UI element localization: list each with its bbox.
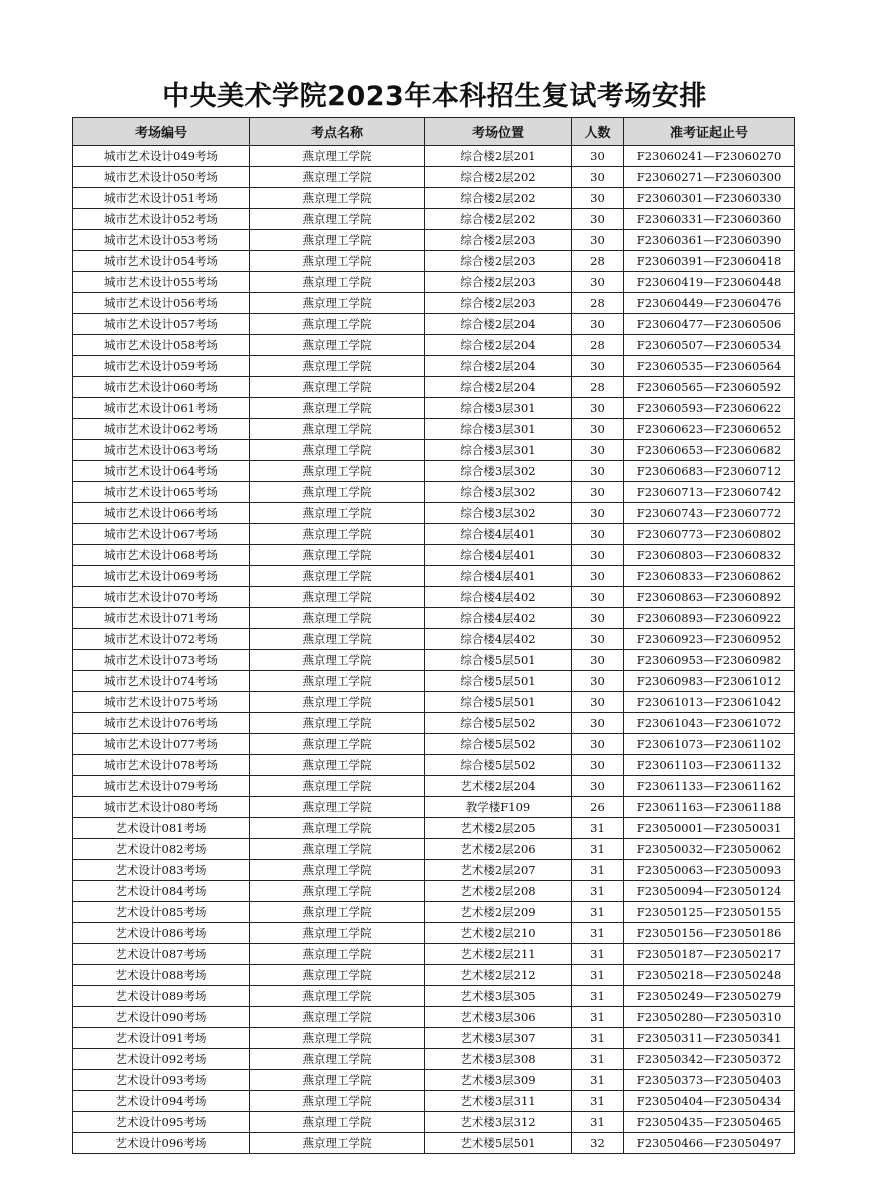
table-row [73,377,795,398]
site-name-cell: 燕京理工学院 [250,461,425,482]
count-cell: 31 [572,1007,624,1028]
room-location-cell: 综合楼2层204 [425,314,572,335]
count-cell: 31 [572,839,624,860]
ticket-range-cell: F23060241—F23060270 [624,146,795,167]
room-location-cell: 综合楼2层204 [425,377,572,398]
count-cell: 31 [572,1112,624,1133]
ticket-range-cell: F23060535—F23060564 [624,356,795,377]
count-cell: 31 [572,818,624,839]
room-location-cell: 艺术楼3层307 [425,1028,572,1049]
count-cell: 30 [572,566,624,587]
room-location-cell: 艺术楼2层211 [425,944,572,965]
room-number-cell: 艺术设计096考场 [73,1133,250,1154]
room-location-cell: 综合楼3层301 [425,419,572,440]
room-location-cell: 艺术楼2层212 [425,965,572,986]
room-location-cell: 艺术楼5层501 [425,1133,572,1154]
table-row [73,671,795,692]
count-cell: 30 [572,482,624,503]
room-location-cell: 艺术楼3层309 [425,1070,572,1091]
site-name-cell: 燕京理工学院 [250,503,425,524]
site-name-cell: 燕京理工学院 [250,356,425,377]
count-cell: 31 [572,860,624,881]
site-name-cell: 燕京理工学院 [250,923,425,944]
count-cell: 30 [572,503,624,524]
count-cell: 30 [572,587,624,608]
ticket-range-cell: F23060477—F23060506 [624,314,795,335]
ticket-range-cell: F23060653—F23060682 [624,440,795,461]
room-location-cell: 综合楼3层301 [425,440,572,461]
ticket-range-cell: F23050094—F23050124 [624,881,795,902]
table-row [73,902,795,923]
table-row [73,566,795,587]
ticket-range-cell: F23060923—F23060952 [624,629,795,650]
ticket-range-cell: F23060565—F23060592 [624,377,795,398]
table-row [73,335,795,356]
room-location-cell: 艺术楼2层208 [425,881,572,902]
ticket-range-cell: F23050435—F23050465 [624,1112,795,1133]
ticket-range-cell: F23050342—F23050372 [624,1049,795,1070]
room-location-cell: 综合楼2层204 [425,335,572,356]
site-name-cell: 燕京理工学院 [250,986,425,1007]
room-location-cell: 艺术楼3层305 [425,986,572,1007]
room-number-cell: 艺术设计093考场 [73,1070,250,1091]
site-name-cell: 燕京理工学院 [250,692,425,713]
room-location-cell: 综合楼2层202 [425,167,572,188]
ticket-range-cell: F23060953—F23060982 [624,650,795,671]
room-number-cell: 城市艺术设计074考场 [73,671,250,692]
count-cell: 30 [572,545,624,566]
header-site-name: 考点名称 [250,118,425,146]
room-number-cell: 城市艺术设计057考场 [73,314,250,335]
site-name-cell: 燕京理工学院 [250,839,425,860]
room-location-cell: 综合楼2层203 [425,230,572,251]
room-location-cell: 艺术楼3层308 [425,1049,572,1070]
count-cell: 32 [572,1133,624,1154]
table-row [73,146,795,167]
room-number-cell: 城市艺术设计049考场 [73,146,250,167]
room-location-cell: 综合楼5层502 [425,734,572,755]
count-cell: 30 [572,608,624,629]
ticket-range-cell: F23060773—F23060802 [624,524,795,545]
site-name-cell: 燕京理工学院 [250,377,425,398]
ticket-range-cell: F23060271—F23060300 [624,167,795,188]
site-name-cell: 燕京理工学院 [250,440,425,461]
site-name-cell: 燕京理工学院 [250,587,425,608]
table-row [73,251,795,272]
ticket-range-cell: F23060863—F23060892 [624,587,795,608]
table-row [73,293,795,314]
room-number-cell: 城市艺术设计064考场 [73,461,250,482]
count-cell: 31 [572,1070,624,1091]
ticket-range-cell: F23060623—F23060652 [624,419,795,440]
room-number-cell: 城市艺术设计079考场 [73,776,250,797]
table-row [73,356,795,377]
site-name-cell: 燕京理工学院 [250,566,425,587]
room-location-cell: 艺术楼2层205 [425,818,572,839]
table-row [73,524,795,545]
room-number-cell: 城市艺术设计065考场 [73,482,250,503]
header-ticket-range: 准考证起止号 [624,118,795,146]
room-location-cell: 综合楼3层301 [425,398,572,419]
room-location-cell: 艺术楼3层312 [425,1112,572,1133]
room-number-cell: 城市艺术设计080考场 [73,797,250,818]
table-row [73,818,795,839]
site-name-cell: 燕京理工学院 [250,251,425,272]
table-row [73,965,795,986]
table-row [73,713,795,734]
table-row [73,482,795,503]
ticket-range-cell: F23050249—F23050279 [624,986,795,1007]
count-cell: 28 [572,335,624,356]
ticket-range-cell: F23061013—F23061042 [624,692,795,713]
ticket-range-cell: F23061163—F23061188 [624,797,795,818]
ticket-range-cell: F23060983—F23061012 [624,671,795,692]
table-row [73,797,795,818]
table-row [73,461,795,482]
room-number-cell: 艺术设计088考场 [73,965,250,986]
room-number-cell: 艺术设计081考场 [73,818,250,839]
site-name-cell: 燕京理工学院 [250,1007,425,1028]
site-name-cell: 燕京理工学院 [250,881,425,902]
room-location-cell: 教学楼F109 [425,797,572,818]
ticket-range-cell: F23061073—F23061102 [624,734,795,755]
table-row [73,860,795,881]
count-cell: 31 [572,923,624,944]
room-location-cell: 综合楼4层401 [425,524,572,545]
table-row [73,1112,795,1133]
room-number-cell: 艺术设计092考场 [73,1049,250,1070]
room-number-cell: 艺术设计086考场 [73,923,250,944]
site-name-cell: 燕京理工学院 [250,188,425,209]
count-cell: 30 [572,692,624,713]
table-row [73,545,795,566]
table-row [73,1133,795,1154]
count-cell: 30 [572,461,624,482]
room-number-cell: 城市艺术设计066考场 [73,503,250,524]
room-location-cell: 艺术楼3层306 [425,1007,572,1028]
room-number-cell: 艺术设计087考场 [73,944,250,965]
ticket-range-cell: F23060301—F23060330 [624,188,795,209]
table-row [73,167,795,188]
room-number-cell: 城市艺术设计061考场 [73,398,250,419]
count-cell: 31 [572,965,624,986]
count-cell: 30 [572,755,624,776]
ticket-range-cell: F23060593—F23060622 [624,398,795,419]
room-number-cell: 城市艺术设计060考场 [73,377,250,398]
ticket-range-cell: F23050373—F23050403 [624,1070,795,1091]
table-row [73,629,795,650]
site-name-cell: 燕京理工学院 [250,1028,425,1049]
ticket-range-cell: F23050001—F23050031 [624,818,795,839]
count-cell: 30 [572,419,624,440]
count-cell: 30 [572,440,624,461]
site-name-cell: 燕京理工学院 [250,209,425,230]
site-name-cell: 燕京理工学院 [250,335,425,356]
room-number-cell: 城市艺术设计051考场 [73,188,250,209]
count-cell: 30 [572,671,624,692]
room-location-cell: 综合楼4层402 [425,608,572,629]
ticket-range-cell: F23050032—F23050062 [624,839,795,860]
room-number-cell: 城市艺术设计056考场 [73,293,250,314]
room-number-cell: 城市艺术设计068考场 [73,545,250,566]
count-cell: 30 [572,167,624,188]
room-location-cell: 综合楼5层501 [425,671,572,692]
room-number-cell: 艺术设计082考场 [73,839,250,860]
ticket-range-cell: F23060361—F23060390 [624,230,795,251]
room-number-cell: 城市艺术设计050考场 [73,167,250,188]
room-number-cell: 城市艺术设计053考场 [73,230,250,251]
table-row [73,1070,795,1091]
count-cell: 30 [572,776,624,797]
table-row [73,734,795,755]
site-name-cell: 燕京理工学院 [250,230,425,251]
room-location-cell: 艺术楼2层206 [425,839,572,860]
table-row [73,881,795,902]
room-number-cell: 城市艺术设计078考场 [73,755,250,776]
table-row [73,188,795,209]
room-number-cell: 艺术设计095考场 [73,1112,250,1133]
room-number-cell: 城市艺术设计052考场 [73,209,250,230]
room-number-cell: 艺术设计085考场 [73,902,250,923]
count-cell: 30 [572,272,624,293]
count-cell: 28 [572,377,624,398]
ticket-range-cell: F23060743—F23060772 [624,503,795,524]
table-row [73,419,795,440]
header-count: 人数 [572,118,624,146]
count-cell: 31 [572,1091,624,1112]
site-name-cell: 燕京理工学院 [250,860,425,881]
table-row [73,986,795,1007]
site-name-cell: 燕京理工学院 [250,398,425,419]
count-cell: 31 [572,986,624,1007]
room-number-cell: 城市艺术设计054考场 [73,251,250,272]
site-name-cell: 燕京理工学院 [250,1049,425,1070]
room-number-cell: 城市艺术设计058考场 [73,335,250,356]
ticket-range-cell: F23060833—F23060862 [624,566,795,587]
site-name-cell: 燕京理工学院 [250,167,425,188]
site-name-cell: 燕京理工学院 [250,482,425,503]
count-cell: 28 [572,251,624,272]
ticket-range-cell: F23050404—F23050434 [624,1091,795,1112]
room-number-cell: 城市艺术设计055考场 [73,272,250,293]
room-number-cell: 城市艺术设计063考场 [73,440,250,461]
site-name-cell: 燕京理工学院 [250,1133,425,1154]
ticket-range-cell: F23050280—F23050310 [624,1007,795,1028]
ticket-range-cell: F23050218—F23050248 [624,965,795,986]
room-location-cell: 综合楼4层402 [425,629,572,650]
room-location-cell: 综合楼2层203 [425,293,572,314]
count-cell: 30 [572,734,624,755]
room-location-cell: 综合楼4层402 [425,587,572,608]
ticket-range-cell: F23060893—F23060922 [624,608,795,629]
page-title: 中央美术学院2023年本科招生复试考场安排 [162,81,707,112]
table-body [73,146,795,1154]
room-location-cell: 艺术楼2层207 [425,860,572,881]
room-location-cell: 综合楼2层202 [425,209,572,230]
room-location-cell: 综合楼3层302 [425,482,572,503]
ticket-range-cell: F23050466—F23050497 [624,1133,795,1154]
site-name-cell: 燕京理工学院 [250,818,425,839]
room-number-cell: 艺术设计094考场 [73,1091,250,1112]
ticket-range-cell: F23050063—F23050093 [624,860,795,881]
ticket-range-cell: F23060419—F23060448 [624,272,795,293]
room-number-cell: 城市艺术设计069考场 [73,566,250,587]
room-location-cell: 综合楼3层302 [425,461,572,482]
room-number-cell: 城市艺术设计075考场 [73,692,250,713]
site-name-cell: 燕京理工学院 [250,524,425,545]
site-name-cell: 燕京理工学院 [250,755,425,776]
room-number-cell: 城市艺术设计070考场 [73,587,250,608]
site-name-cell: 燕京理工学院 [250,797,425,818]
count-cell: 26 [572,797,624,818]
site-name-cell: 燕京理工学院 [250,944,425,965]
site-name-cell: 燕京理工学院 [250,1112,425,1133]
room-number-cell: 城市艺术设计059考场 [73,356,250,377]
table-row [73,1007,795,1028]
ticket-range-cell: F23060331—F23060360 [624,209,795,230]
room-number-cell: 艺术设计091考场 [73,1028,250,1049]
site-name-cell: 燕京理工学院 [250,146,425,167]
table-row [73,1028,795,1049]
count-cell: 31 [572,1028,624,1049]
count-cell: 30 [572,146,624,167]
ticket-range-cell: F23060803—F23060832 [624,545,795,566]
count-cell: 30 [572,356,624,377]
room-location-cell: 综合楼2层204 [425,356,572,377]
count-cell: 30 [572,650,624,671]
room-number-cell: 城市艺术设计076考场 [73,713,250,734]
room-number-cell: 城市艺术设计062考场 [73,419,250,440]
room-number-cell: 艺术设计090考场 [73,1007,250,1028]
table-row [73,1091,795,1112]
site-name-cell: 燕京理工学院 [250,902,425,923]
room-location-cell: 综合楼5层502 [425,755,572,776]
count-cell: 28 [572,293,624,314]
room-number-cell: 城市艺术设计077考场 [73,734,250,755]
room-location-cell: 综合楼2层202 [425,188,572,209]
room-location-cell: 综合楼5层501 [425,650,572,671]
header-room-number: 考场编号 [73,118,250,146]
site-name-cell: 燕京理工学院 [250,965,425,986]
table-row [73,209,795,230]
room-number-cell: 城市艺术设计071考场 [73,608,250,629]
count-cell: 31 [572,1049,624,1070]
room-location-cell: 综合楼2层203 [425,251,572,272]
table-row [73,839,795,860]
table-row [73,440,795,461]
count-cell: 31 [572,944,624,965]
room-number-cell: 艺术设计089考场 [73,986,250,1007]
count-cell: 30 [572,314,624,335]
ticket-range-cell: F23060449—F23060476 [624,293,795,314]
room-location-cell: 艺术楼3层311 [425,1091,572,1112]
room-number-cell: 城市艺术设计067考场 [73,524,250,545]
ticket-range-cell: F23050187—F23050217 [624,944,795,965]
room-location-cell: 综合楼3层302 [425,503,572,524]
site-name-cell: 燕京理工学院 [250,1091,425,1112]
count-cell: 31 [572,902,624,923]
site-name-cell: 燕京理工学院 [250,419,425,440]
room-location-cell: 艺术楼2层210 [425,923,572,944]
site-name-cell: 燕京理工学院 [250,293,425,314]
room-location-cell: 艺术楼2层209 [425,902,572,923]
ticket-range-cell: F23060683—F23060712 [624,461,795,482]
site-name-cell: 燕京理工学院 [250,1070,425,1091]
table-row [73,755,795,776]
table-row [73,923,795,944]
ticket-range-cell: F23050125—F23050155 [624,902,795,923]
count-cell: 30 [572,629,624,650]
room-location-cell: 综合楼2层201 [425,146,572,167]
site-name-cell: 燕京理工学院 [250,608,425,629]
table-row [73,692,795,713]
table-row [73,398,795,419]
table-row [73,314,795,335]
exam-room-table [72,117,795,1154]
ticket-range-cell: F23061103—F23061132 [624,755,795,776]
count-cell: 30 [572,209,624,230]
room-location-cell: 综合楼4层401 [425,566,572,587]
room-location-cell: 综合楼5层502 [425,713,572,734]
site-name-cell: 燕京理工学院 [250,671,425,692]
room-number-cell: 城市艺术设计073考场 [73,650,250,671]
table-row [73,272,795,293]
ticket-range-cell: F23060507—F23060534 [624,335,795,356]
site-name-cell: 燕京理工学院 [250,629,425,650]
count-cell: 30 [572,713,624,734]
table-row [73,503,795,524]
ticket-range-cell: F23060391—F23060418 [624,251,795,272]
table-row [73,1049,795,1070]
count-cell: 30 [572,188,624,209]
table-row [73,587,795,608]
table-row [73,776,795,797]
count-cell: 30 [572,230,624,251]
room-number-cell: 城市艺术设计072考场 [73,629,250,650]
count-cell: 30 [572,398,624,419]
site-name-cell: 燕京理工学院 [250,272,425,293]
count-cell: 31 [572,881,624,902]
site-name-cell: 燕京理工学院 [250,314,425,335]
ticket-range-cell: F23061043—F23061072 [624,713,795,734]
room-location-cell: 艺术楼2层204 [425,776,572,797]
table-header-row [73,118,795,146]
room-number-cell: 艺术设计084考场 [73,881,250,902]
ticket-range-cell: F23050156—F23050186 [624,923,795,944]
site-name-cell: 燕京理工学院 [250,650,425,671]
ticket-range-cell: F23061133—F23061162 [624,776,795,797]
site-name-cell: 燕京理工学院 [250,545,425,566]
count-cell: 30 [572,524,624,545]
room-location-cell: 综合楼2层203 [425,272,572,293]
table-row [73,650,795,671]
room-number-cell: 艺术设计083考场 [73,860,250,881]
header-room-location: 考场位置 [425,118,572,146]
site-name-cell: 燕京理工学院 [250,734,425,755]
ticket-range-cell: F23060713—F23060742 [624,482,795,503]
table-row [73,230,795,251]
ticket-range-cell: F23050311—F23050341 [624,1028,795,1049]
site-name-cell: 燕京理工学院 [250,776,425,797]
room-location-cell: 综合楼4层401 [425,545,572,566]
table-row [73,608,795,629]
table-row [73,944,795,965]
room-location-cell: 综合楼5层501 [425,692,572,713]
site-name-cell: 燕京理工学院 [250,713,425,734]
